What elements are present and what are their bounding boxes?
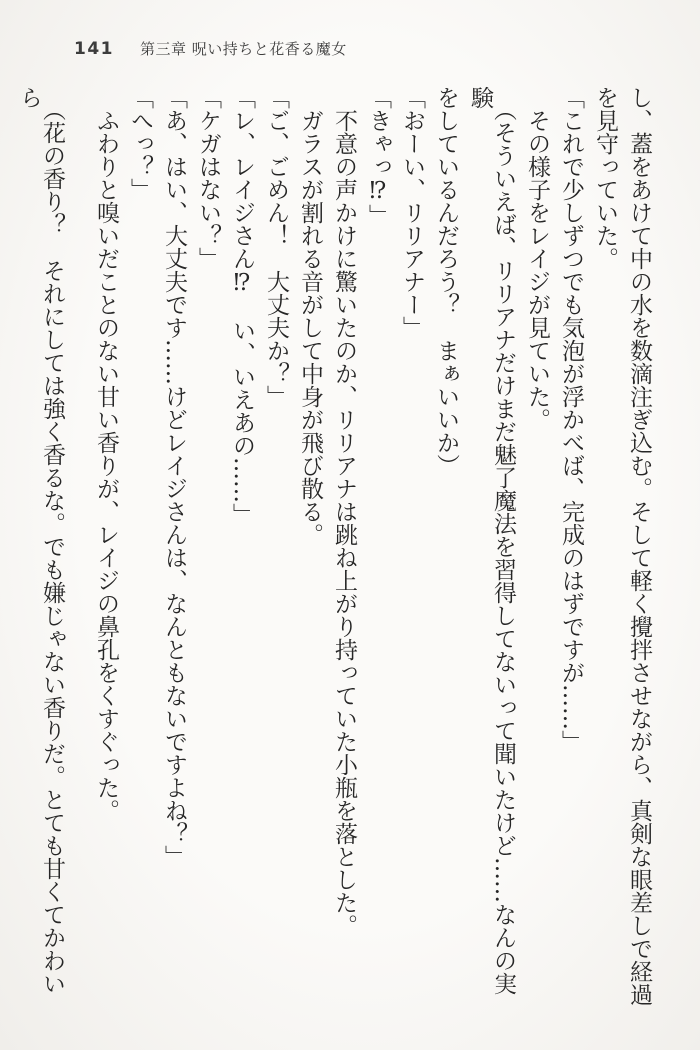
page-header (74, 38, 347, 59)
text-line: 「きゃっ⁉」 (365, 86, 391, 227)
text-line: 「ご、ごめん！ 大丈夫か？」 (263, 86, 289, 408)
text-line: 不意の声かけに驚いたのか、リリアナは跳ね上がり持っていた小瓶を落とした。 (331, 109, 357, 937)
text-line: 「ケガはない？」 (195, 86, 221, 270)
chapter-title: 第三章 呪い持ちと花香る魔女 (140, 40, 347, 58)
text-line: を見守っていた。 (592, 86, 618, 270)
text-line: ガラスが割れる音がして中身が飛び散る。 (297, 109, 323, 546)
page-number: 141 (74, 39, 114, 59)
text-line: （花の香り？ それにしては強く香るな。でも嫌じゃない香りだ。とても甘くてかわいら (16, 86, 65, 995)
text-line: その様子をレイジが見ていた。 (524, 109, 550, 431)
text-line: をしているんだろう？ まぁいいか） (433, 86, 459, 477)
text-line: （そういえば、リリアナだけまだ魅了魔法を習得してないって聞いたけど……なんの実験 (467, 86, 516, 995)
text-line: ふわりと嗅いだことのない甘い香りが、レイジの鼻孔をくすぐった。 (93, 109, 119, 822)
text-line: 「あ、はい、大丈夫です……けどレイジさんは、なんともないですよね？」 (161, 86, 187, 868)
text-line: 「レ、レイジさん⁉ い、いえあの……」 (229, 86, 255, 526)
text-line: 「これで少しずつでも気泡が浮かべば、完成のはずですが……」 (558, 86, 584, 753)
text-body (6, 86, 650, 1010)
text-line: し、蓋をあけて中の水を数滴注ぎ込む。そして軽く攪拌させながら、真剣な眼差しで経過 (626, 86, 652, 1006)
text-line: 「へっ？」 (127, 86, 153, 201)
text-line: 「おーい、リリアナー」 (399, 86, 425, 339)
